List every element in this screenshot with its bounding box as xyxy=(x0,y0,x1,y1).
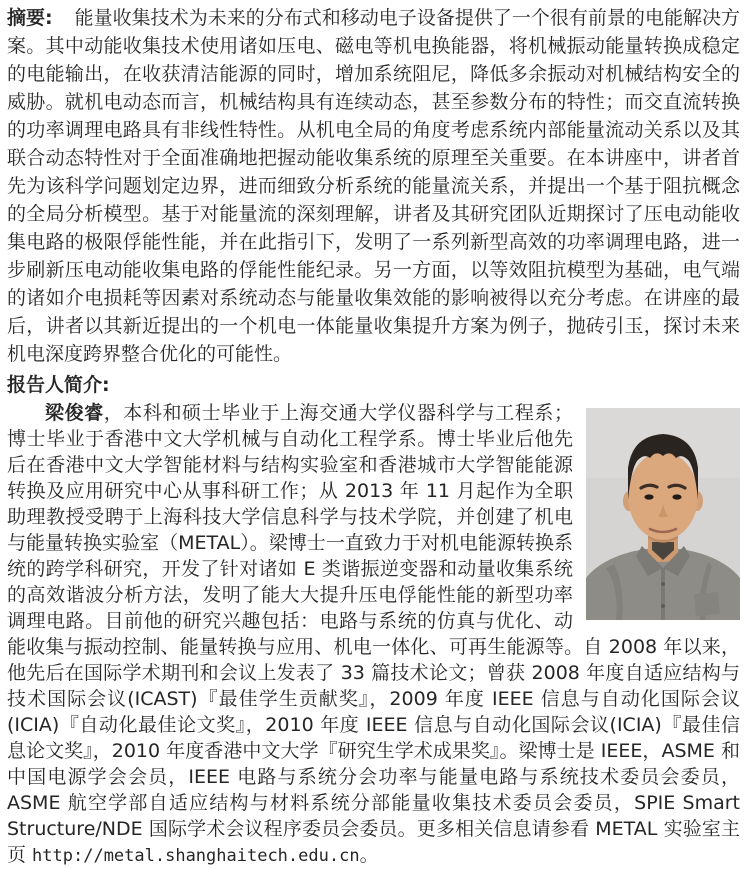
bio-text-suffix: 。 xyxy=(359,844,379,866)
bio-heading: 报告人简介: xyxy=(7,374,110,396)
speaker-portrait-graphic xyxy=(586,408,740,620)
bio-text: ，本科和硕士毕业于上海交通大学仪器科学与工程系；博士毕业于香港中文大学机械与自动化工程学系。博士毕业后他先后在香港中文大学智能材料与结构实验室和香港城市大学智能能源转换及应用研究中心从事科研工作；从 2013 年 11 月起作为全职助理教授受聘于上海科技大学信息科学与技术学院，并创建了机电与能量转换实验室（METAL）。梁博士一直致力于对机电能源转换系统的跨学科研究，开发了针对诸如 E 类谐振逆变器和动量收集系统的高效谐波分析方法，发明了能大大提升压电俘能性能的新型功率调理电路。目前他的研究兴趣包括：电路与系统的仿真与优化、动能收集与振动控制、能量转换与应用、机电一体化、可再生能源等。自 2008 年以来，他先后在国际学术期刊和会议上发表了 33 篇技术论文；曾获 2008 年度自适应结构与技术国际会议(ICAST)『最佳学生贡献奖』，2009 年度 IEEE 信息与自动化国际会议(ICIA)『自动化最佳论文奖』，2010 年度 IEEE 信息与自动化国际会议(ICIA)『最佳信息论文奖』，2010 年度香港中文大学『研究生学术成果奖』。梁博士是 IEEE，ASME 和中国电源学会会员，IEEE 电路与系统分会功率与能量电路与系统技术委员会委员，ASME 航空学部自适应结构与材料系统分部能量收集技术委员会委员，SPIE Smart Structure/NDE 国际学术会议程序委员会委员。更多相关信息请参看 METAL 实验室主页 xyxy=(7,402,740,866)
bio-paragraph xyxy=(7,400,740,869)
abstract-text: 能量收集技术为未来的分布式和移动电子设备提供了一个很有前景的电能解决方案。其中动能收集技术使用诸如压电、磁电等机电换能器，将机械振动能量转换成稳定的电能输出，在收获清洁能源的同时，增加系统阻尼，降低多余振动对机械结构安全的威胁。就机电动态而言，机械结构具有连续动态，甚至参数分布的特性；而交直流转换的功率调理电路具有非线性特性。从机电全局的角度考虑系统内部能量流动关系以及其联合动态特性对于全面准确地把握动能收集系统的原理至关重要。在本讲座中，讲者首先为该科学问题划定边界，进而细致分析系统的能量流关系，并提出一个基于阻抗概念的全局分析模型。基于对能量流的深刻理解，讲者及其研究团队近期探讨了压电动能收集电路的极限俘能性能，并在此指引下，发明了一系列新型高效的功率调理电路，进一步刷新压电动能收集电路的俘能性能纪录。另一方面，以等效阻抗模型为基础，电气端的诸如介电损耗等因素对系统动态与能量收集效能的影响被得以充分考虑。在讲座的最后，讲者以其新近提出的一个机电一体能量收集提升方案为例子，抛砖引玉，探讨未来机电深度跨界整合优化的可能性。 xyxy=(7,7,740,365)
speaker-photo xyxy=(586,408,740,620)
abstract-label: 摘要: xyxy=(7,7,53,29)
lab-homepage-url[interactable]: http://metal.shanghaitech.edu.cn xyxy=(32,846,360,866)
document-page xyxy=(7,4,740,869)
abstract-paragraph xyxy=(7,4,740,368)
speaker-name: 梁俊睿 xyxy=(45,402,104,424)
